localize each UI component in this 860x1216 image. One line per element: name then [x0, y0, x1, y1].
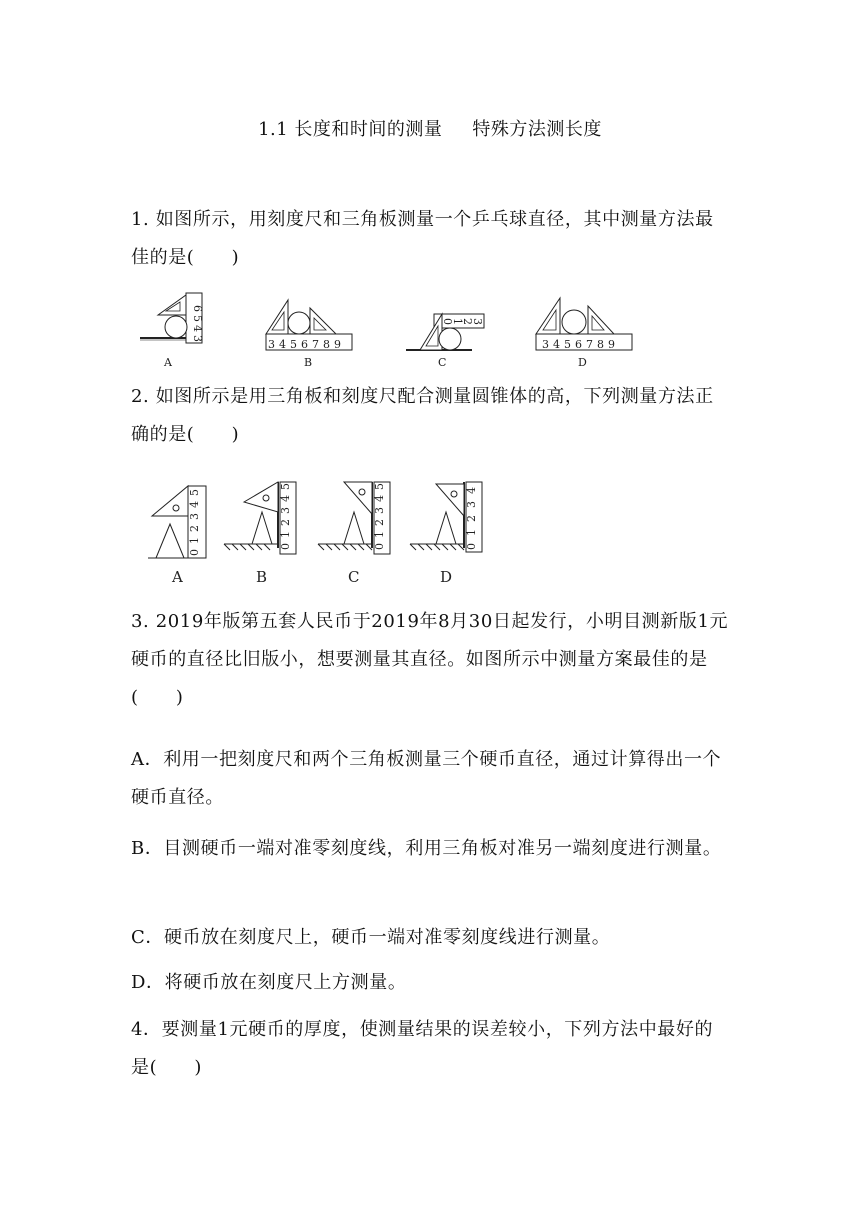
- svg-text:5: 5: [191, 315, 204, 322]
- q1-label-c: C: [438, 356, 447, 369]
- svg-text:2: 2: [373, 519, 386, 526]
- question-2-figure: [148, 478, 493, 590]
- svg-text:2: 2: [465, 515, 478, 522]
- svg-text:5: 5: [188, 489, 201, 496]
- q2-option-a-diagram: [148, 486, 206, 586]
- svg-text:6: 6: [575, 338, 582, 351]
- svg-text:4: 4: [191, 325, 204, 332]
- question-3-option-c: C．硬币放在刻度尺上，硬币一端对准零刻度线进行测量。: [131, 927, 611, 948]
- svg-text:4: 4: [465, 487, 478, 494]
- svg-text:0: 0: [188, 549, 201, 556]
- q2-label-a: A: [172, 568, 183, 586]
- question-2-text: 2. 如图所示是用三角板和刻度尺配合测量圆锥体的高，下列测量方法正确的是( ): [131, 386, 714, 445]
- svg-text:2: 2: [461, 318, 474, 325]
- svg-text:5: 5: [564, 338, 571, 351]
- svg-text:4: 4: [279, 338, 286, 351]
- svg-text:0: 0: [441, 318, 454, 325]
- svg-text:0: 0: [373, 543, 386, 550]
- q1-label-d: D: [578, 356, 587, 369]
- svg-text:4: 4: [279, 495, 292, 502]
- svg-text:0: 0: [465, 543, 478, 550]
- svg-text:4: 4: [553, 338, 560, 351]
- svg-text:1: 1: [279, 531, 292, 538]
- svg-text:5: 5: [373, 483, 386, 490]
- q1-option-d-diagram: [536, 298, 632, 369]
- svg-text:4: 4: [373, 495, 386, 502]
- q1-label-b: B: [304, 356, 313, 369]
- svg-text:3: 3: [373, 507, 386, 514]
- question-3-option-a: A．利用一把刻度尺和两个三角板测量三个硬币直径，通过计算得出一个硬币直径。: [131, 749, 722, 808]
- svg-text:9: 9: [608, 338, 615, 351]
- q1-option-a-diagram: [140, 293, 204, 369]
- title-section: 1.1 长度和时间的测量: [258, 119, 443, 140]
- svg-text:8: 8: [597, 338, 604, 351]
- svg-text:6: 6: [301, 338, 308, 351]
- svg-text:3: 3: [471, 318, 484, 325]
- svg-text:2: 2: [279, 519, 292, 526]
- svg-text:0: 0: [279, 543, 292, 550]
- svg-text:3: 3: [465, 501, 478, 508]
- question-3-option-d: D．将硬币放在刻度尺上方测量。: [131, 972, 407, 993]
- question-4-text: 4．要测量1元硬币的厚度，使测量结果的误差较小，下列方法中最好的是( ): [131, 1019, 714, 1078]
- question-1-figure: [138, 290, 638, 372]
- svg-text:3: 3: [191, 335, 204, 342]
- title-topic: 特殊方法测长度: [472, 119, 602, 140]
- q2-label-c: C: [348, 568, 360, 586]
- svg-text:5: 5: [290, 338, 297, 351]
- svg-text:1: 1: [465, 529, 478, 536]
- q2-label-d: D: [440, 568, 453, 586]
- q2-option-c-diagram: [318, 482, 390, 586]
- q2-option-d-diagram: [410, 482, 482, 586]
- q1-option-c-diagram: [406, 314, 484, 369]
- svg-text:1: 1: [373, 531, 386, 538]
- svg-text:7: 7: [586, 338, 593, 351]
- question-1-text: 1. 如图所示，用刻度尺和三角板测量一个乒乓球直径，其中测量方法最佳的是( ): [131, 209, 714, 268]
- svg-text:9: 9: [334, 338, 341, 351]
- svg-text:3: 3: [268, 338, 275, 351]
- page-title: [0, 115, 860, 141]
- q1-label-a: A: [164, 356, 172, 369]
- svg-text:3: 3: [542, 338, 549, 351]
- q1-option-b-diagram: [266, 300, 352, 369]
- q2-label-b: B: [256, 568, 268, 586]
- question-3-text: 3. 2019年版第五套人民币于2019年8月30日起发行，小明目测新版1元硬币的直径比旧版小，想要测量其直径。如图所示中测量方案最佳的是( ): [131, 611, 729, 708]
- svg-text:3: 3: [188, 513, 201, 520]
- svg-text:2: 2: [188, 525, 201, 532]
- svg-text:4: 4: [188, 501, 201, 508]
- svg-text:1: 1: [451, 318, 464, 325]
- svg-text:5: 5: [279, 483, 292, 490]
- svg-text:6: 6: [191, 305, 204, 312]
- svg-text:1: 1: [188, 537, 201, 544]
- svg-text:7: 7: [312, 338, 319, 351]
- q2-option-b-diagram: [224, 482, 296, 586]
- question-3-option-b: B．目测硬币一端对准零刻度线，利用三角板对准另一端刻度进行测量。: [131, 838, 722, 859]
- svg-text:3: 3: [279, 507, 292, 514]
- svg-text:8: 8: [323, 338, 330, 351]
